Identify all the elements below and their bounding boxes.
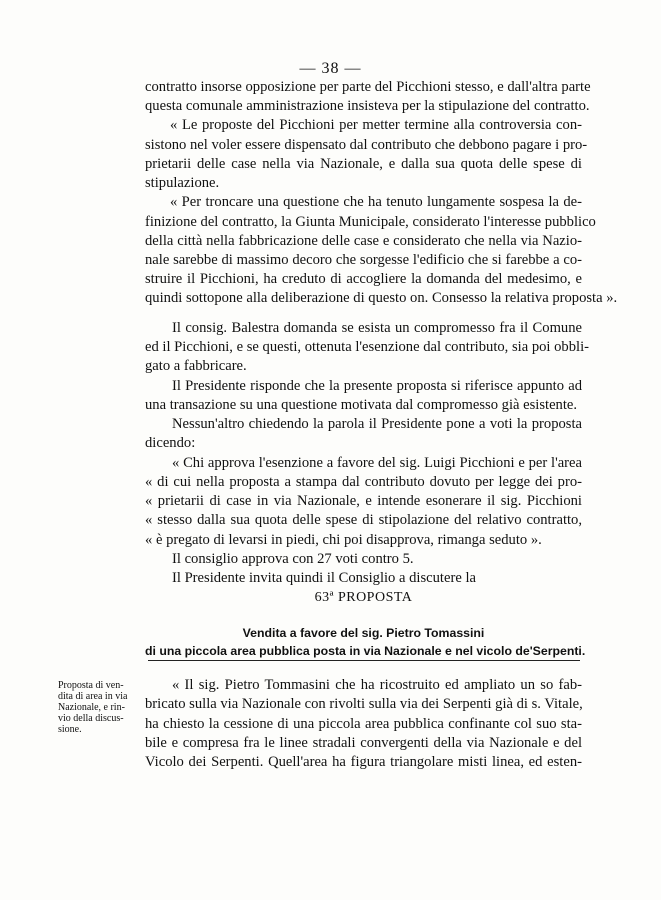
margin-note-line: dita di area in via (58, 691, 128, 702)
body-line: « stesso dalla sua quota delle spese di stipolazione del relativo contratto, (145, 512, 582, 528)
body-line: stipulazione. (145, 175, 220, 191)
body-line: « Chi approva l'esenzione a favore del sig. Luigi Picchioni e per l'area (172, 455, 582, 471)
margin-note-line: Nazionale, e rin- (58, 702, 125, 713)
body-line: sistono nel voler essere dispensato dal contributo che debbono pagare i pro- (145, 137, 588, 153)
body-line: « Per troncare una questione che ha tenuto lungamente sospesa la de- (170, 194, 582, 210)
margin-note-line: Proposta di ven- (58, 680, 124, 691)
proposal-heading: 63ª PROPOSTA (314, 590, 413, 605)
body-line: Il consiglio approva con 27 voti contro 5. (172, 551, 414, 567)
body-line: « Le proposte del Picchioni per metter termine alla controversia con- (170, 117, 582, 133)
proposal-title-line-1: Vendita a favore del sig. Pietro Tomassini (242, 626, 485, 640)
body-line: Il Presidente risponde che la presente proposta si riferisce appunto ad (172, 378, 582, 394)
body-line: « è pregato di levarsi in piedi, chi poi disapprova, rimanga seduto ». (145, 532, 542, 548)
proposal-title-line-2: di una piccola area pubblica posta in via Nazionale e nel vicolo de'Serpenti. (145, 644, 586, 658)
body-line: una transazione su una questione motivata dal compromesso già esistente. (145, 397, 578, 413)
body-line: ed il Picchioni, e se questi, ottenuta l'esenzione dal contributo, sia poi obbli- (145, 339, 589, 355)
body-line: contratto insorse opposizione per parte del Picchioni stesso, e dall'altra parte (145, 79, 591, 95)
body-line: bricato sulla via Nazionale con rivolti sulla via dei Serpenti già di s. Vitale, (145, 696, 583, 712)
body-line: dicendo: (145, 435, 196, 451)
body-line: Nessun'altro chiedendo la parola il Presidente pone a voti la proposta (172, 416, 582, 432)
body-line: « prietarii di case in via Nazionale, e intende esonerare il sig. Picchioni (145, 493, 582, 509)
body-line: bile e compresa fra le linee stradali convergenti della via Nazionale e del (145, 735, 582, 751)
body-line: ha chiesto la cessione di una piccola area pubblica confinante col suo sta- (145, 716, 582, 732)
body-line: nale sarebbe di massimo decoro che sorgesse l'edificio che si farebbe a co- (145, 252, 582, 268)
body-line: prietarii delle case nella via Nazionale, e dalla sua quota delle spese di (145, 156, 582, 172)
body-line: Vicolo dei Serpenti. Quell'area ha figura triangolare misti linea, ed esten- (145, 754, 582, 770)
body-line: questa comunale amministrazione insisteva per la stipulazione del contratto. (145, 98, 590, 114)
margin-note-line: sione. (58, 724, 82, 735)
body-line: Il Presidente invita quindi il Consiglio a discutere la (172, 570, 476, 586)
body-line: finizione del contratto, la Giunta Municipale, considerato l'interesse pubblico (145, 214, 596, 230)
body-line: struire il Picchioni, ha creduto di accogliere la domanda del medesimo, e (145, 271, 582, 287)
body-line: « Il sig. Pietro Tommasini che ha ricostruito ed ampliato un so fab- (172, 677, 582, 693)
margin-note-line: vio della discus- (58, 713, 124, 724)
page-number: — 38 — (299, 60, 362, 77)
body-line: della città nella fabbricazione delle case e considerato che nella via Nazio- (145, 233, 582, 249)
title-underline (148, 660, 580, 661)
body-line: gato a fabbricare. (145, 358, 247, 374)
body-line: quindi sottopone alla deliberazione di questo on. Consesso la relativa proposta ». (145, 290, 618, 306)
body-line: Il consig. Balestra domanda se esista un compromesso fra il Comune (172, 320, 582, 336)
body-line: « di cui nella proposta a stampa dal contributo dovuto per legge dei pro- (145, 474, 582, 490)
